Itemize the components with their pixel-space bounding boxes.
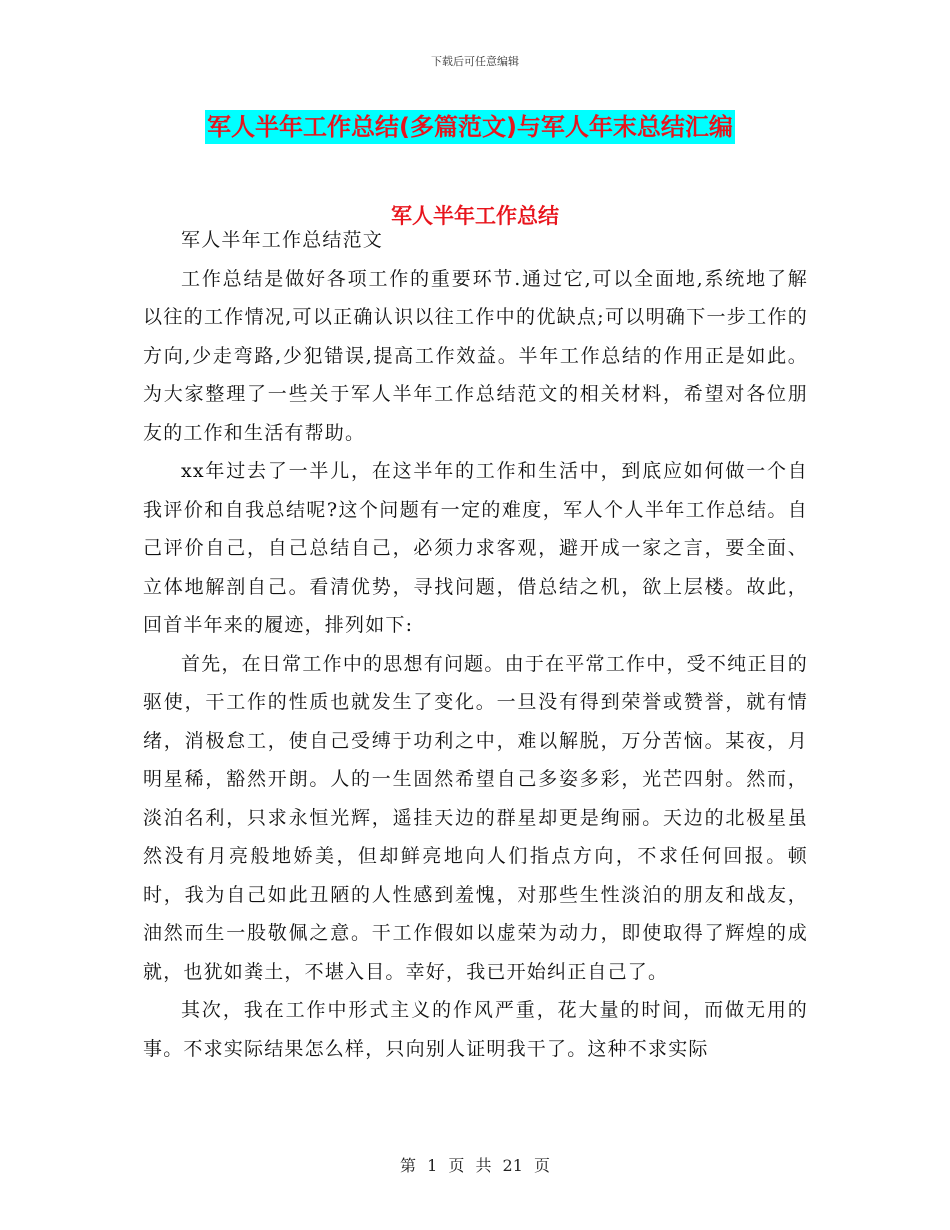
- section-title: 军人半年工作总结: [391, 204, 559, 228]
- paragraph: xx年过去了一半儿，在这半年的工作和生活中，到底应如何做一个自我评价和自我总结呢?这个问题有一定的难度，军人个人半年工作总结。自己评价自己，自己总结自己，必须力求客观，避开成一家之言，要全面、立体地解剖自己。看清优势，寻找问题，借总结之机，欲上层楼。故此，回首半年来的履迹，排列如下:: [143, 460, 808, 636]
- header-note: 下载后可任意编辑: [431, 55, 519, 68]
- page-number-footer: 第 1 页 共 21 页: [400, 1156, 550, 1175]
- paragraph: 其次，我在工作中形式主义的作风严重，花大量的时间，而做无用的事。不求实际结果怎么样，只向别人证明我干了。这种不求实际: [143, 999, 808, 1060]
- document-title-container: [205, 110, 735, 144]
- paragraph: 工作总结是做好各项工作的重要环节.通过它,可以全面地,系统地了解以往的工作情况,可以正确认识以往工作中的优缺点;可以明确下一步工作的方向,少走弯路,少犯错误,提高工作效益。半年工作总结的作用正是如此。为大家整理了一些关于军人半年工作总结范文的相关材料，希望对各位朋友的工作和生活有帮助。: [143, 267, 808, 444]
- document-title: 军人半年工作总结(多篇范文)与军人年末总结汇编: [205, 110, 735, 144]
- paragraph: 首先，在日常工作中的思想有问题。由于在平常工作中，受不纯正目的驱使，干工作的性质也就发生了变化。一旦没有得到荣誉或赞誉，就有情绪，消极怠工，使自己受缚于功利之中，难以解脱，万分苦恼。某夜，月明星稀，豁然开朗。人的一生固然希望自己多姿多彩，光芒四射。然而，淡泊名利，只求永恒光辉，遥挂天边的群星却更是绚丽。天边的北极星虽然没有月亮般地娇美，但却鲜亮地向人们指点方向，不求任何回报。顿时，我为自己如此丑陋的人性感到羞愧，对那些生性淡泊的朋友和战友，油然而生一股敬佩之意。干工作假如以虚荣为动力，即使取得了辉煌的成就，也犹如粪土，不堪入目。幸好，我已开始纠正自己了。: [143, 652, 808, 983]
- document-body: [143, 221, 808, 1068]
- paragraph-subtitle: 军人半年工作总结范文: [181, 229, 384, 251]
